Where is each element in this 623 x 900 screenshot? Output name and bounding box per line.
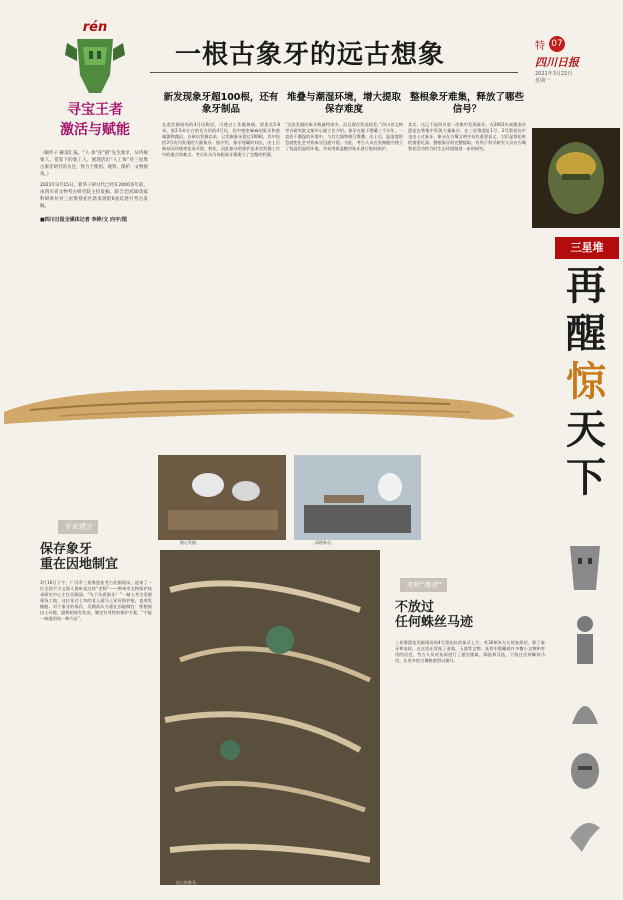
photo3-caption: 出土的象牙。 [176,880,200,885]
col2-heading: 堆叠与潮湿环境，增大提取保存难度 [286,92,401,115]
intro-column [40,150,148,224]
photo1-caption: 细心发掘。 [180,540,200,545]
tusk-pit-photo [160,550,380,885]
intro-byline: ■四川日报全媒体记者 李婷/文 向宇/图 [40,217,127,223]
page-number: 07 [549,36,565,52]
expert-heading [40,542,150,572]
col2-text: “这次发掘的象牙数量特别多，而且保存状况较差。”四川省文物考古研究院文保中心副主任介绍。象牙在地下埋藏三千多年，一直处于潮湿的环境中，与其它器物相互堆叠。出土后，温湿度的急剧变化会导致象牙迅速开裂。为此，考古人员在发掘舱内建立了恒温恒湿的环境，并采用保湿膜对象牙进行临时保护。 [285,122,403,151]
artifact-head-icon [560,746,610,796]
expert-heading-line1: 保存象牙 [40,542,93,557]
column-title-line2: 激活与赋能 [60,122,130,138]
column-logo [55,20,135,140]
paper-name: 四川日报 [535,56,579,69]
intro-text: （稿件子·解读汇报。“人·承”连“链”先生象牙，从传统象人、赏鉴下的象工人，展现活出“人工体”对三星堆古象牙研究的关注，致力于使用、观察、保护、文物视角。） [40,151,148,177]
col1-text: 在进发掘现场的3号坑附近，可透过工作舱玻璃，望见长5.8米、宽2.5米左右的长方形的4号坑，坑中密密麻麻的象牙和金属器物露出。自新坑发掘以来，已发掘象牙超过100根，其中包括3号坑内发现的大量象牙。据介绍，象牙埋藏时间长，出土后极易因环境变化而开裂、粉化，因此象牙的保护是本次发掘工作中的重点和难点。考古队员为每根象牙都建立了完整的档案。 [162,122,280,157]
intro-date-line: 2021年3月15日，新华子研讨代已经在2000多年前，由四川省文物考古研究院主持发掘、联合全国30余家科研单位对三星堆祭祀区新发现的6座坑进行考古发掘。 [40,183,148,209]
article-col-3 [408,92,526,152]
expert-tag: 专家建言 [58,520,98,534]
treasure-heading-line1: 不放过 [395,600,435,615]
masthead [535,36,615,84]
section-banner [555,237,619,259]
bronze-head-photo [532,128,620,228]
expert-text: 3月16日下午，广汉市三星堆遗址考古发掘现场，迎来了一位全国不少文保人都听说过的“老师”——荆州市文物保护技术研究中心主任吴顺清。“先下坑看象牙！”一踏入考古发掘现场工地，这位年过七旬的老人就马上穿好防护服，直奔发掘舱。对于象牙的保存，吴顺清认为重在因地制宜：要根据出土环境、器物的保存状况，制定针对性的保护方案，“不能一味地用同一种方法”。 [40,580,152,621]
issue-date: 2021年3月22日 [535,71,573,77]
expert-heading-line2: 重在因地制宜 [40,557,119,572]
article-col-2 [285,92,403,152]
treasure-text: 三星堆遗址发掘现场的4号祭祀坑的象牙上方，有30厘米左右的灰烬层。除了象牙和灰烬，在这里还发现了金器、玉器等文物。灰烬中隐藏着许多微小文物和有用的信息，考古人员对灰烬进行了逐层提取、筛选和浮选，不放过任何蛛丝马迹，让更多的古蜀秘密得以揭开。 [395,640,545,663]
slogan-char-1: 再 [566,263,606,309]
issue-weekday: 星期一 [535,78,551,84]
ivory-tusk-photo [0,360,520,440]
pinyin-label: rén [82,20,108,35]
artifact-bell-icon [560,684,610,734]
artifact-bird-icon [560,808,610,858]
vertical-slogan [558,262,614,522]
section-banner-label: 三星堆 [570,241,604,254]
slogan-char-3: 惊 [566,359,606,405]
excavation-photo-1 [158,455,286,540]
artifact-icons [560,540,610,880]
slogan-char-5: 下 [566,455,606,501]
col3-heading: 整根象牙难集，释放了哪些信号？ [409,92,524,115]
title-rule [150,72,518,73]
treasure-tag: 灰烬“淘金” [400,578,447,592]
treasure-heading-line2: 任何蛛丝马迹 [395,615,474,630]
page-title: 一根古象牙的远古想象 [175,40,446,70]
slogan-char-4: 天 [566,407,606,453]
column-title-line1: 寻宝王者 [67,102,123,118]
col1-heading: 新发现象牙超100根，还有象牙制品 [163,92,279,115]
artifact-figure-icon [560,612,610,672]
slogan-char-2: 醒 [566,311,606,357]
col3-text: 其实，这已不是四川第一次集中发现象牙。在2001年成都金沙遗址也曾集中发现大量象牙。在三星堆遗址1号、2号祭祀坑中也出土过象牙。象牙在古蜀文明中具有重要意义，它们是祭祀时的重要礼器。整根象牙的完整提取，有利于科学研究人员对古蜀祭祀活动和当时生态环境做进一步的研究。 [408,122,526,151]
page-label: 特 [535,40,545,52]
excavation-photo-2 [294,455,421,540]
photo2-caption: 清理象牙。 [315,540,335,545]
treasure-heading [395,600,535,630]
artifact-mask-icon [560,540,610,600]
article-col-1 [162,92,280,158]
bronze-mask-icon [55,35,135,97]
